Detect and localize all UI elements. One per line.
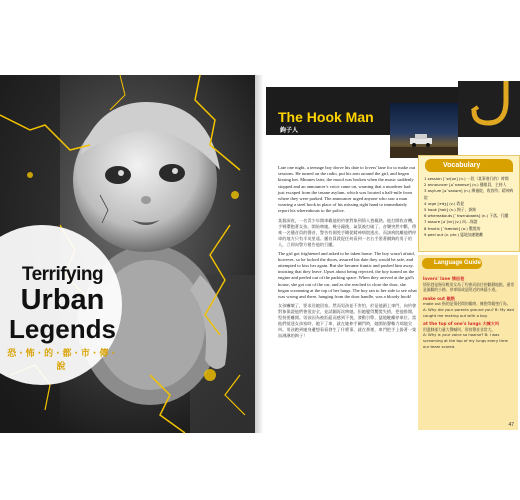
car-silhouette-icon [390,103,458,158]
magazine-spread [0,75,520,433]
guide-text: 用盡肺部力量大聲喊叫，形容聲音非常大。 [423,326,496,332]
hook-photo [458,81,520,137]
hook-icon [458,81,520,137]
guide-text: make out 指的是情侶間的親吻、擁抱等親密行為。 [423,301,511,307]
vocab-item: 4 urge [ɝdʒ] (v.) 敦促 [424,200,465,206]
vocab-item: 3 asylum [əˋsaɪləm] (n.) 療養院，收容所；精神病院 [424,188,514,200]
guide-term: make out 親熱 [423,295,455,301]
vocabulary-box [418,155,520,252]
story-body [278,165,418,342]
paragraph-2: The girl got frightened and asked to be taken home. The boy wasn't afraid, however, so he locked the doors, assured his date they would be safe, and attempted to kiss her again. But she became frantic and pushed him away, insisting that they leave. Upset about being rejected, the boy turned on the engine and peeled out of the parking space. When they arrived at the girl's house, she got out of the car, and as she reached to close the door, she began screaming at the top of her lungs. The boy ran to her side to see what was wrong and there, hanging from the door handle, was a bloody hook! [278,250,417,300]
vocab-item: 7 assure [əˋʃʊr] (v.) 向…保證 [424,219,478,225]
story-title-chinese: 鉤子人 [280,127,299,134]
vocab-item: 2 announcer [əˋnaʊnsɚ] (n.) 播報員，主持人 [424,182,507,188]
vocab-item: 6 whereabouts [ˋhwɛrəbaʊts] (n.) 下落，行蹤 [424,213,509,219]
guide-text: 情侶巷是指年輕男女為了約會而前往的僻靜地點，通常是偏僻的小路、停車場或是附近的林蔭小道。 [423,281,515,293]
paragraph-2-chinese: 女孩嚇壞了，要求送她回家。然而男孩並不害怕，於是他鎖上車門，向約會對象保證他們會很安全，並試圖再次吻她。但她變得驚慌失措，把他推開，堅持要離開。男孩因為被拒絕而感到不悅，發動引擎，猛地駛離停車位。當他們抵達女孩家時，她下了車，就在她伸手關門時，她開始聲嘶力竭地尖叫。男孩跑到她身邊想看看發生了什麼事，就在那裡，車門把手上掛著一隻血淋淋的鉤子！ [278,303,417,339]
language-guide-header [422,258,482,269]
vocab-item: 5 hook [hʊk] (n.) 鉤子，掛鉤 [424,207,476,213]
guide-example: A: Why is your voice so hoarse? B: I was screaming at the top of my lungs every time our team scored. [423,332,508,349]
guide-example: A: Why did your parents ground you? B: My dad caught me making out with a boy. [423,306,514,318]
language-guide-box [418,255,518,430]
story-title: The Hook Man [278,109,374,125]
right-page [266,75,520,433]
feature-title [5,265,120,372]
language-guide-title: Language Guide [434,260,482,266]
page-number: 47 [508,422,514,428]
guide-term: at the top of one's lungs 大喊大叫 [423,321,500,327]
paragraph-1-chinese: 某個深夜，一名青少年開車載他的約會對象到情人巷親熱。他打開收音機，手臂環抱著女孩，開始吻她。幾分鐘後，氣氛被打破了，音樂突然中斷，傳來一名播音員的聲音，警告有個兇手剛從精神病院逃出，而該病院離他們停車的地方只有半英里遠。播音員敦促任何看到一名右手裝著鋼鉤的男子的人，立即向警方報告他的行蹤。 [278,217,417,247]
title-chinese: 恐·怖·的·都·市·傳·說 [7,349,118,372]
title-line-3: Legends [9,314,116,344]
left-page [0,75,255,433]
title-line-2: Urban [20,284,105,316]
vocabulary-header [425,159,513,172]
title-line-1: Terrifying [21,264,104,285]
vocab-item: 9 peel out (v. phr.) 猛地加速駛離 [424,231,483,237]
vocab-item: 8 frantic [ˋfræntɪk] (a.) 驚慌的 [424,225,481,231]
language-guide-content [423,273,515,349]
car-night-photo [390,103,458,158]
vocab-item: 1 session [ˋsɛʃən] (n.) 一段（某事進行的）時間 [424,176,509,181]
guide-term: lovers' lane 情侶巷 [423,276,465,281]
vocabulary-title: Vocabulary [443,162,481,169]
vocabulary-list [424,176,516,238]
paragraph-1: Late one night, a teenage boy drove his date to lovers' lane for to make out sessions. He turned on the radio, put his arm around the girl, and began kissing her. Minutes later, the mood was broken when the music suddenly stopped and an announcer's voice came on, warning that a murderer had just escaped from the insane asylum, which was located a half-mile from where they were parked. The announcer urged anyone who saw a man wearing a steel hook in place of his missing right hand to immediately report his whereabouts to the police. [278,165,416,214]
